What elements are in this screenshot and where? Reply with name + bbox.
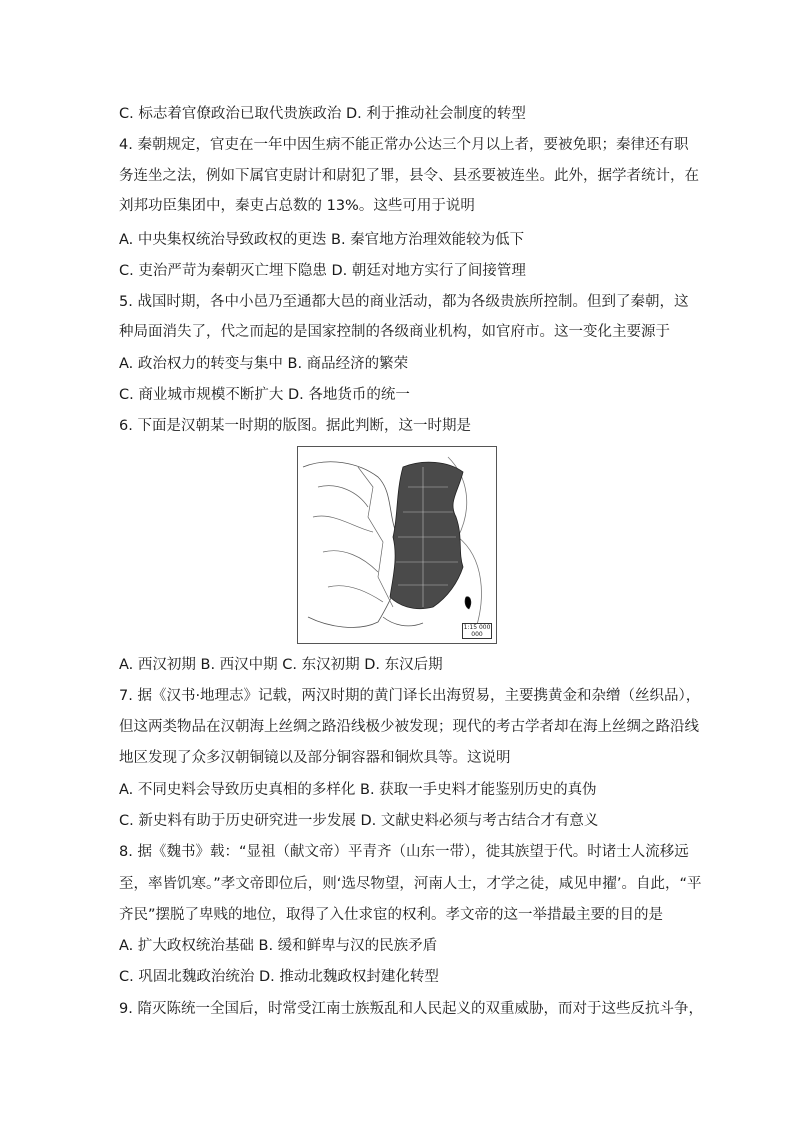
text-line: 务连坐之法，例如下属官吏尉计和尉犯了罪，县令、县丞要被连坐。此外，据学者统计，在 — [119, 168, 699, 184]
han-dynasty-map — [297, 446, 497, 644]
map-scale-box: 1:15 000 000 — [463, 624, 491, 638]
text-line: A. 中央集权统治导致政权的更迭 B. 秦官地方治理效能较为低下 — [119, 232, 525, 248]
text-line: A. 西汉初期 B. 西汉中期 C. 东汉初期 D. 东汉后期 — [119, 657, 443, 673]
text-line: 4. 秦朝规定，官吏在一年中因生病不能正常办公达三个月以上者，要被免职；秦律还有职 — [119, 137, 689, 153]
text-line: A. 不同史料会导致历史真相的多样化 B. 获取一手史料才能鉴别历史的真伪 — [119, 782, 597, 798]
text-line: A. 扩大政权统治基础 B. 缓和鲜卑与汉的民族矛盾 — [119, 938, 438, 954]
text-line: 齐民”摆脱了卑贱的地位，取得了入仕求宦的权利。孝文帝的这一举措最主要的目的是 — [119, 907, 664, 923]
text-line: 5. 战国时期，各中小邑乃至通都大邑的商业活动，都为各级贵族所控制。但到了秦朝，这 — [119, 294, 689, 310]
text-line: C. 标志着官僚政治已取代贵族政治 D. 利于推动社会制度的转型 — [119, 106, 526, 122]
text-line: 6. 下面是汉朝某一时期的版图。据此判断，这一时期是 — [119, 418, 471, 434]
text-line: 8. 据《魏书》载：“显祖（献文帝）平青齐（山东一带），徙其族望于代。时诸士人流移远 — [119, 844, 689, 860]
text-line: 至，率皆饥寒。”孝文帝即位后，则‘选尽物望，河南人士，才学之徒，咸见申擢’。自此，“平 — [119, 876, 702, 892]
text-line: 7. 据《汉书·地理志》记载，两汉时期的黄门译长出海贸易，主要携黄金和杂缯（丝织品）， — [119, 688, 701, 704]
text-line: C. 新史料有助于历史研究进一步发展 D. 文献史料必须与考古结合才有意义 — [119, 813, 599, 829]
text-line: C. 巩固北魏政治统治 D. 推动北魏政权封建化转型 — [119, 969, 439, 985]
text-line: 地区发现了众多汉朝铜镜以及部分铜容器和铜炊具等。这说明 — [119, 750, 511, 766]
text-line: C. 吏治严苛为秦朝灭亡埋下隐患 D. 朝廷对地方实行了间接管理 — [119, 263, 526, 279]
text-line: C. 商业城市规模不断扩大 D. 各地货币的统一 — [119, 387, 410, 403]
text-line: A. 政治权力的转变与集中 B. 商品经济的繁荣 — [119, 356, 409, 372]
text-line: 9. 隋灭陈统一全国后，时常受江南士族叛乱和人民起义的双重威胁，而对于这些反抗斗争， — [119, 1001, 703, 1017]
text-line: 刘邦功臣集团中，秦吏占总数的 13%。这些可用于说明 — [119, 198, 475, 214]
text-line: 但这两类物品在汉朝海上丝绸之路沿线极少被发现；现代的考古学者却在海上丝绸之路沿线 — [119, 719, 699, 735]
text-line: 种局面消失了，代之而起的是国家控制的各级商业机构，如官府市。这一变化主要源于 — [119, 324, 670, 340]
